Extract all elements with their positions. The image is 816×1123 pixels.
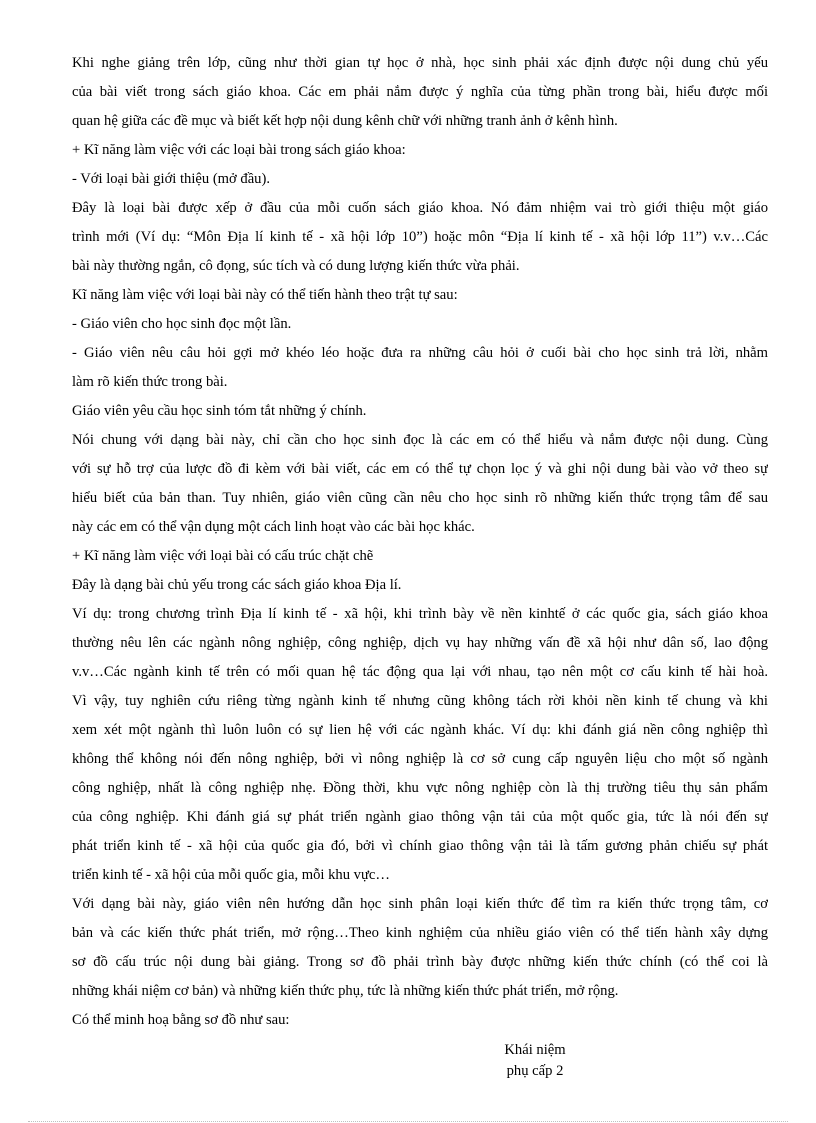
paragraph-line: Ví dụ: trong chương trình Địa lí kinh tế - xã hội, khi trình bày về nền kinhtế ở các quốc gia, sách giáo khoa bbox=[72, 606, 768, 622]
paragraph-line: Giáo viên yêu cầu học sinh tóm tắt những ý chính. bbox=[72, 403, 367, 419]
paragraph-line: những khái niệm cơ bản) và những kiến thức phụ, tức là những kiến thức phát triển, mở rộng. bbox=[72, 983, 619, 999]
diagram-label-line: Khái niệm bbox=[504, 1042, 566, 1058]
paragraph-line: với sự hỗ trợ của lược đồ đi kèm với bài viết, các em có thể tự chọn lọc ý và ghi nội dung bài vào vở theo sự bbox=[72, 461, 768, 477]
diagram-label-line: phụ cấp 2 bbox=[506, 1063, 564, 1079]
paragraph-line: Nói chung với dạng bài này, chỉ cần cho học sinh đọc là các em có thể hiểu và nắm được nội dung. Cùng bbox=[72, 432, 768, 448]
paragraph-line: Đây là dạng bài chủ yếu trong các sách giáo khoa Địa lí. bbox=[72, 577, 402, 593]
paragraph-line: v.v…Các ngành kinh tế trên có mối quan hệ tác động qua lại với nhau, tạo nên một cơ cấu kinh tế hài hoà. bbox=[72, 664, 768, 680]
paragraph-line: này các em có thể vận dụng một cách linh hoạt vào các bài học khác. bbox=[72, 519, 475, 535]
paragraph-line: của bài viết trong sách giáo khoa. Các em phải nắm được ý nghĩa của từng phần trong bài, hiểu được mối bbox=[72, 84, 768, 100]
paragraph-line: + Kĩ năng làm việc với loại bài có cấu trúc chặt chẽ bbox=[72, 548, 374, 564]
paragraph-line: bài này thường ngắn, cô đọng, súc tích và có dung lượng kiến thức vừa phải. bbox=[72, 258, 520, 274]
paragraph-line: bản và các kiến thức phát triển, mở rộng…Theo kinh nghiệm của nhiều giáo viên có thể tiến hành xây dựng bbox=[72, 925, 768, 941]
paragraph-line: - Với loại bài giới thiệu (mở đầu). bbox=[72, 171, 270, 187]
paragraph-line: phát triển kinh tế - xã hội của quốc gia đó, bởi vì chính giao thông vận tải là tấm gương phản chiếu sự phát bbox=[72, 838, 768, 854]
paragraph-line: Có thể minh hoạ bằng sơ đồ như sau: bbox=[72, 1012, 290, 1028]
paragraph-line: + Kĩ năng làm việc với các loại bài trong sách giáo khoa: bbox=[72, 142, 406, 158]
paragraph-line: quan hệ giữa các đề mục và biết kết hợp nội dung kênh chữ với những tranh ảnh ở kênh hình. bbox=[72, 113, 618, 129]
diagram-box-label bbox=[490, 1040, 580, 1082]
paragraph-line: - Giáo viên nêu câu hỏi gợi mở khéo léo hoặc đưa ra những câu hỏi ở cuối bài cho học sinh trả lời, nhằm bbox=[72, 345, 768, 361]
paragraph-line: Với dạng bài này, giáo viên nên hướng dẫn học sinh phân loại kiến thức để tìm ra kiến thức trọng tâm, cơ bbox=[72, 896, 768, 912]
paragraph-line: Vì vậy, tuy nghiên cứu riêng từng ngành kinh tế nhưng cũng không tách rời khỏi nền kinh tế chung và khi bbox=[72, 693, 768, 709]
paragraph-line: triển kinh tế - xã hội của mỗi quốc gia, mỗi khu vực… bbox=[72, 867, 390, 883]
paragraph-line: Kĩ năng làm việc với loại bài này có thể tiến hành theo trật tự sau: bbox=[72, 287, 458, 303]
paragraph-line: xem xét một ngành thì luôn luôn có sự lien hệ với các ngành khác. Ví dụ: khi đánh giá nền công nghiệp thì bbox=[72, 722, 768, 738]
paragraph-line: sơ đồ cấu trúc nội dung bài giảng. Trong sơ đồ phải trình bày được những kiến thức chính (có thể coi là bbox=[72, 954, 768, 970]
paragraph-line: - Giáo viên cho học sinh đọc một lần. bbox=[72, 316, 292, 332]
paragraph-line: hiểu biết của bản than. Tuy nhiên, giáo viên cũng cần nêu cho học sinh rõ những kiến thức trọng tâm để sau bbox=[72, 490, 768, 506]
paragraph-line: làm rõ kiến thức trong bài. bbox=[72, 374, 228, 390]
paragraph-line: công nghiệp, nhất là công nghiệp nhẹ. Đồng thời, khu vực nông nghiệp còn là thị trường tiêu thụ sản phẩm bbox=[72, 780, 768, 796]
paragraph-line: không thể không nói đến nông nghiệp, bởi vì nông nghiệp là cơ sở cung cấp nguyên liệu cho một số ngành bbox=[72, 751, 768, 767]
page-bottom-divider bbox=[28, 1121, 788, 1122]
paragraph-line: Đây là loại bài được xếp ở đầu của mỗi cuốn sách giáo khoa. Nó đảm nhiệm vai trò giới thiệu một giáo bbox=[72, 200, 768, 216]
paragraph-line: thường nêu lên các ngành nông nghiệp, công nghiệp, dịch vụ hay những vấn đề xã hội như dân số, lao động bbox=[72, 635, 768, 651]
paragraph-line: của công nghiệp. Khi đánh giá sự phát triển ngành giao thông vận tải của một quốc gia, tức là nói đến sự bbox=[72, 809, 768, 825]
paragraph-line: trình mới (Ví dụ: “Môn Địa lí kinh tế - xã hội lớp 10”) hoặc môn “Địa lí kinh tế - xã hội lớp 11”) v.v…Các bbox=[72, 229, 768, 245]
paragraph-line: Khi nghe giảng trên lớp, cũng như thời gian tự học ở nhà, học sinh phải xác định được nội dung chủ yếu bbox=[72, 55, 768, 71]
